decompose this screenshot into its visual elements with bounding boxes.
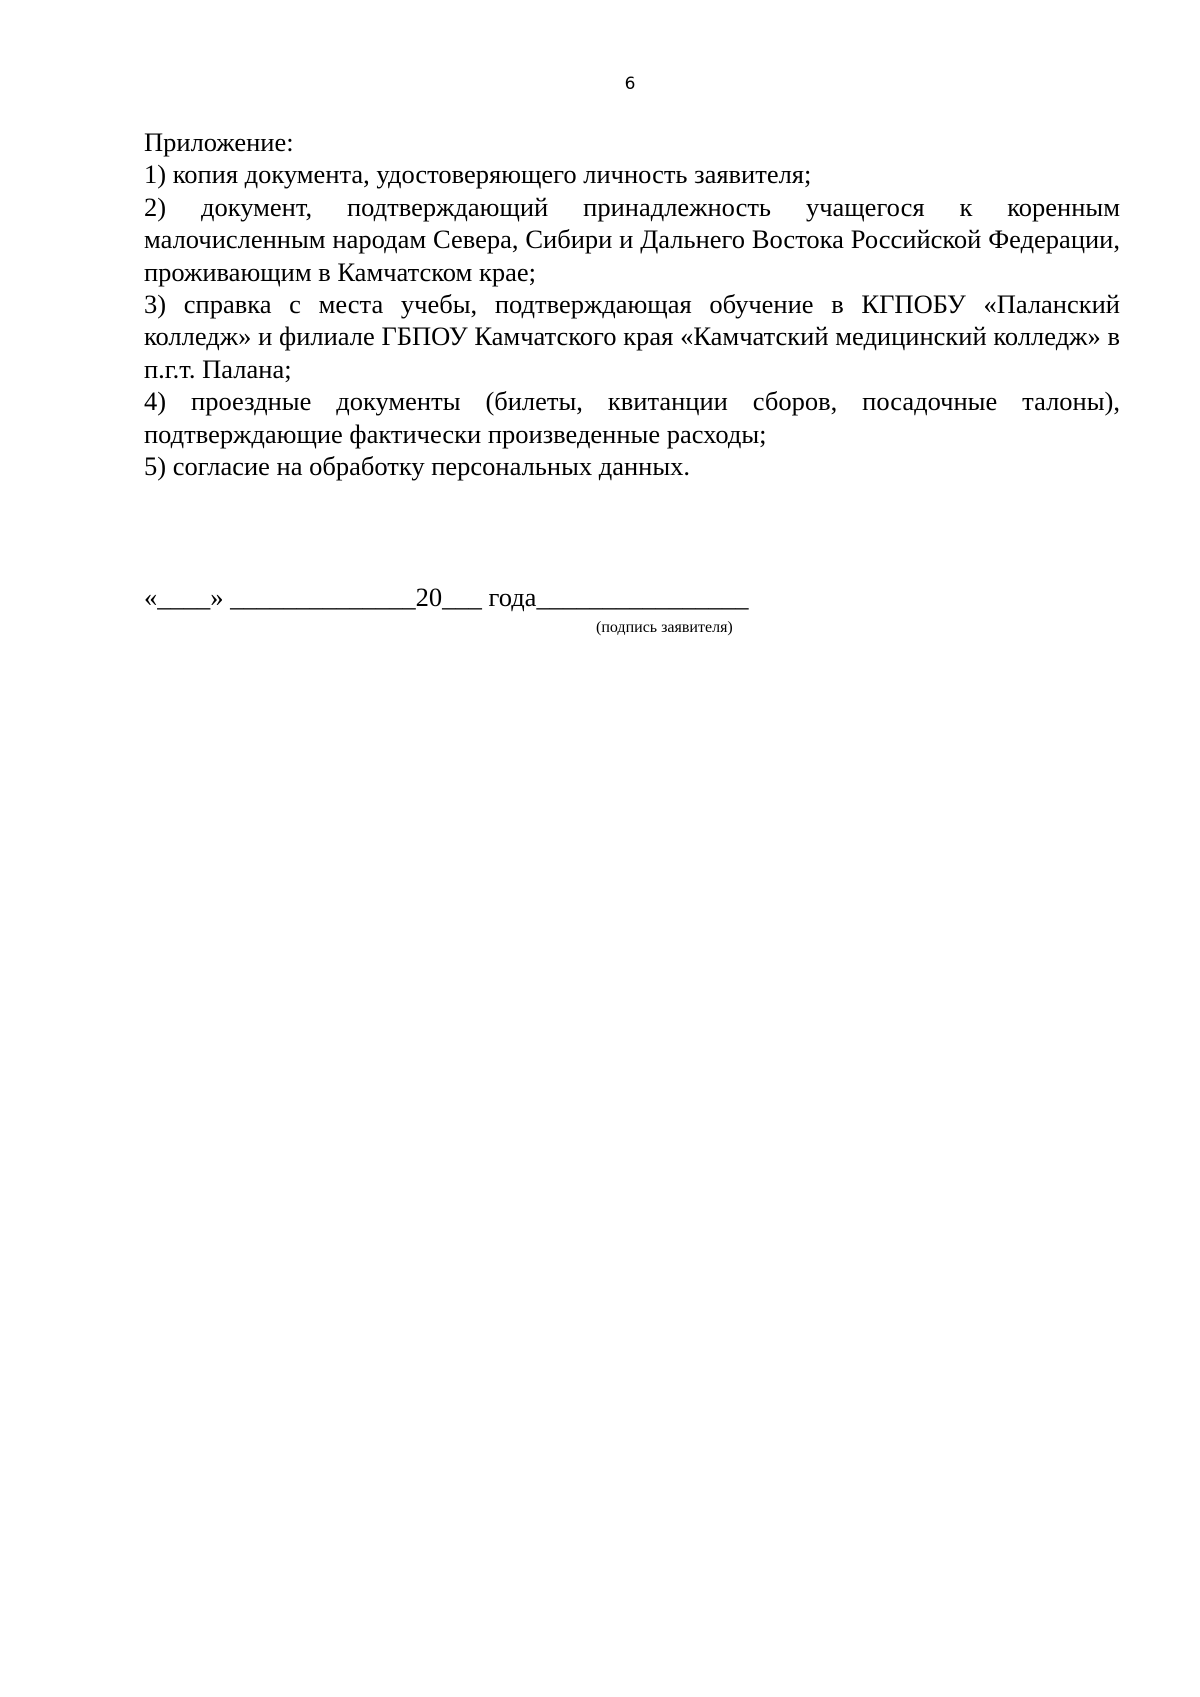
appendix-item: 2) документ, подтверждающий принадлежность учащегося к коренным малочисленным народам Севера, Сибири и Дальнего Востока Российской Федерации, проживающим в Камчатском крае;: [144, 191, 1120, 287]
date-signature-line: «____» ______________20___ года________________: [144, 582, 749, 612]
signature-caption: (подпись заявителя): [596, 619, 733, 636]
appendix-item: 5) согласие на обработку персональных данных.: [144, 451, 691, 482]
appendix-item: 4) проездные документы (билеты, квитанции сборов, посадочные талоны), подтверждающие фактически произведенные расходы;: [144, 386, 1120, 449]
page-number: 6: [624, 74, 636, 94]
appendix-section: [144, 126, 1120, 482]
appendix-item: 1) копия документа, удостоверяющего личность заявителя;: [144, 159, 812, 190]
appendix-item: 3) справка с места учебы, подтверждающая обучение в КГПОБУ «Паланский колледж» и филиале ГБПОУ Камчатского края «Камчатский медицинский колледж» в п.г.т. Палана;: [144, 289, 1120, 384]
appendix-heading: Приложение:: [144, 127, 294, 157]
